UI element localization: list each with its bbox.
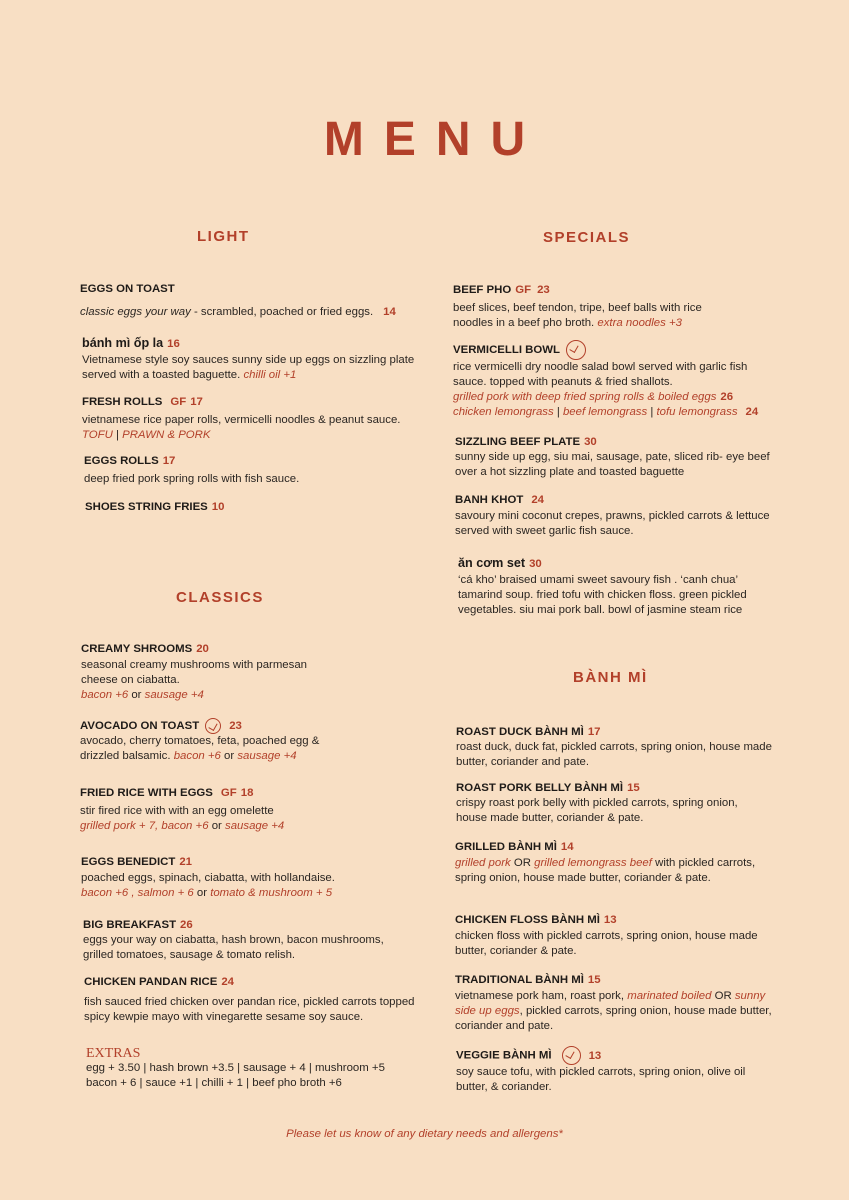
- gf-badge: GF: [170, 396, 187, 408]
- item-name: AVOCADO ON TOAST: [80, 720, 200, 733]
- item-roast-duck: [456, 725, 786, 770]
- item-chicken-floss: [455, 913, 765, 959]
- item-options: grilled pork + 7, bacon +6 or sausage +4: [80, 820, 285, 832]
- item-header: [80, 718, 350, 734]
- item-desc: savoury mini coconut crepes, prawns, pickled carrots & lettuce served with sweet garlic fish sauce.: [455, 510, 770, 537]
- item-price: 10: [211, 501, 225, 513]
- extras: [86, 1046, 446, 1091]
- item-eggs-on-toast: [80, 282, 440, 320]
- item-header: [455, 493, 775, 508]
- gf-badge: GF: [515, 284, 532, 296]
- item-desc: soy sauce tofu, with pickled carrots, spring onion, olive oil butter, & coriander.: [456, 1066, 746, 1093]
- item-fried-rice: [80, 786, 380, 834]
- item-desc: vietnamese pork ham, roast pork, marinated boiled OR sunny side up eggs, pickled carrots, spring onion, house made butter, coriander and pate.: [455, 990, 772, 1032]
- item-price: 14: [560, 841, 574, 853]
- item-header: [82, 395, 437, 410]
- item-desc: eggs your way on ciabatta, hash brown, bacon mushrooms, grilled tomatoes, sausage & tomato relish.: [83, 934, 384, 961]
- item-desc: beef slices, beef tendon, tripe, beef balls with rice noodles in a beef pho broth. extra noodles +3: [453, 302, 702, 329]
- item-header: [455, 435, 795, 450]
- item-price: 17: [190, 396, 203, 408]
- item-banh-mi-op-la: [82, 336, 432, 383]
- item-desc: Vietnamese style soy sauces sunny side up eggs on sizzling plate served with a toasted baguette. chilli oil +1: [82, 354, 415, 381]
- item-avocado-on-toast: [80, 718, 350, 764]
- item-name: BEEF PHO: [453, 284, 512, 296]
- item-eggs-rolls: [84, 454, 434, 487]
- item-name: VEGGIE BÀNH MÌ: [456, 1049, 552, 1062]
- item-header: [453, 340, 793, 360]
- item-option-line: grilled pork with deep fried spring rolls & boiled eggs 26: [453, 391, 734, 403]
- item-price: 30: [529, 558, 542, 570]
- item-name: ROAST PORK BELLY BÀNH MÌ: [456, 782, 624, 794]
- item-price: 24: [221, 976, 234, 988]
- item-header: [81, 642, 343, 657]
- item-desc: seasonal creamy mushrooms with parmesan cheese on ciabatta.: [81, 659, 308, 686]
- item-name: CHICKEN FLOSS BÀNH MÌ: [455, 914, 600, 926]
- extras-line: bacon + 6 | sauce +1 | chilli + 1 | beef pho broth +6: [86, 1077, 342, 1089]
- section-light: LIGHT: [197, 228, 250, 245]
- item-options: TOFU | PRAWN & PORK: [82, 429, 211, 441]
- vegan-leaf-icon: [566, 340, 586, 360]
- item-name: ăn cơm set: [458, 556, 526, 570]
- item-header: [80, 786, 380, 801]
- item-header: [84, 975, 434, 990]
- item-pork-belly: [456, 781, 756, 826]
- item-header: [456, 725, 786, 740]
- item-fries: [85, 500, 435, 515]
- item-header: [84, 454, 434, 469]
- item-price: 13: [588, 1049, 602, 1062]
- item-an-com-set: [458, 556, 778, 618]
- extras-line: egg + 3.50 | hash brown +3.5 | sausage + 4 | mushroom +5: [86, 1062, 385, 1074]
- item-grilled-banh-mi: [455, 840, 765, 886]
- item-desc: ‘cá kho’ braised umami sweet savoury fish . ‘canh chua’ tamarind soup. fried tofu with chicken floss. green pickled vegetables. siu mai pork ball. bowl of jasmine steam rice: [458, 574, 747, 616]
- section-specials: SPECIALS: [543, 229, 631, 246]
- item-desc: roast duck, duck fat, pickled carrots, spring onion, house made butter, coriander and pate.: [456, 741, 772, 768]
- item-price: 26: [180, 919, 193, 931]
- item-creamy-shrooms: [81, 642, 343, 703]
- item-traditional: [455, 973, 773, 1034]
- item-name: BIG BREAKFAST: [83, 919, 177, 931]
- item-fresh-rolls: [82, 395, 437, 443]
- item-vermicelli-bowl: [453, 340, 793, 420]
- item-name: TRADITIONAL BÀNH MÌ: [455, 974, 584, 986]
- item-option-line: chicken lemongrass | beef lemongrass | tofu lemongrass 24: [453, 406, 759, 418]
- item-price: 23: [229, 720, 242, 733]
- item-header: [453, 283, 783, 298]
- item-name: EGGS ON TOAST: [80, 283, 175, 295]
- item-name: SIZZLING BEEF PLATE: [455, 436, 581, 448]
- item-desc: crispy roast pork belly with pickled carrots, spring onion, house made butter, coriander & pate.: [456, 797, 738, 824]
- item-name: FRESH ROLLS: [82, 396, 163, 408]
- item-name: CHICKEN PANDAN RICE: [84, 976, 218, 988]
- item-desc: poached eggs, spinach, ciabatta, with hollandaise.: [81, 872, 335, 884]
- item-name: EGGS ROLLS: [84, 455, 159, 467]
- item-name: ROAST DUCK BÀNH MÌ: [456, 726, 584, 738]
- item-options: bacon +6 or sausage +4: [81, 689, 204, 701]
- item-desc: vietnamese rice paper rolls, vermicelli noodles & peanut sauce.: [82, 414, 401, 426]
- item-big-breakfast: [83, 918, 393, 963]
- item-beef-pho: [453, 283, 783, 331]
- item-desc: fish sauced fried chicken over pandan rice, pickled carrots topped spicy kewpie mayo with vinegarette sesame soy sauce.: [84, 996, 415, 1023]
- item-name: bánh mì ốp la: [82, 336, 164, 350]
- item-header: [456, 781, 756, 796]
- item-price: 13: [603, 914, 617, 926]
- section-classics: CLASSICS: [176, 589, 264, 606]
- item-header: [81, 855, 381, 870]
- section-banh-mi: BÀNH MÌ: [573, 669, 648, 686]
- item-chicken-pandan: [84, 975, 434, 1025]
- item-name: SHOES STRING FRIES: [85, 501, 208, 513]
- item-eggs-benedict: [81, 855, 381, 901]
- item-name: GRILLED BÀNH MÌ: [455, 841, 557, 853]
- item-desc: sunny side up egg, siu mai, sausage, pate, sliced rib- eye beef over a hot sizzling plate and toasted baguette: [455, 451, 770, 478]
- item-name: BANH KHOT: [455, 494, 524, 506]
- item-desc: stir fired rice with with an egg omelette: [80, 805, 274, 817]
- item-name: FRIED RICE WITH EGGS: [80, 787, 213, 799]
- allergen-note: Please let us know of any dietary needs and allergens*: [286, 1128, 563, 1140]
- item-price: 17: [587, 726, 601, 738]
- item-price: 18: [240, 787, 254, 799]
- item-price: 16: [167, 338, 180, 350]
- item-options: bacon +6 , salmon + 6 or tomato & mushroom + 5: [81, 887, 333, 899]
- item-price: 20: [196, 643, 209, 655]
- item-veggie-banh-mi: [456, 1046, 771, 1095]
- item-price: 21: [179, 856, 192, 868]
- item-sizzling-beef: [455, 435, 795, 480]
- vegan-leaf-icon: [562, 1046, 581, 1065]
- item-price: 15: [627, 782, 640, 794]
- item-price: 30: [584, 436, 597, 448]
- item-header: [455, 840, 765, 855]
- item-banh-khot: [455, 493, 775, 539]
- item-price: 24: [531, 494, 545, 506]
- item-desc: deep fried pork spring rolls with fish sauce.: [84, 473, 300, 485]
- item-desc: classic eggs your way - scrambled, poached or fried eggs. 14: [80, 306, 396, 318]
- item-name: CREAMY SHROOMS: [81, 643, 193, 655]
- item-desc: avocado, cherry tomatoes, feta, poached egg & drizzled balsamic. bacon +6 or sausage +4: [80, 735, 320, 763]
- item-price: 15: [587, 974, 601, 986]
- extras-heading: EXTRAS: [86, 1046, 141, 1061]
- item-header: [458, 556, 778, 572]
- vegan-leaf-icon: [205, 718, 221, 734]
- item-price: 17: [162, 455, 176, 467]
- item-price: 14: [383, 306, 396, 318]
- item-header: [82, 336, 432, 352]
- item-header: [455, 913, 765, 928]
- item-desc: chicken floss with pickled carrots, spring onion, house made butter, coriander & pate.: [455, 930, 758, 957]
- item-desc: rice vermicelli dry noodle salad bowl served with garlic fish sauce. topped with peanuts & fried shallots.: [453, 361, 748, 388]
- gf-badge: GF: [220, 787, 237, 799]
- item-price: 23: [537, 284, 550, 296]
- item-header: [456, 1046, 771, 1065]
- item-header: [455, 973, 773, 988]
- item-name: EGGS BENEDICT: [81, 856, 176, 868]
- item-name: VERMICELLI BOWL: [453, 344, 560, 357]
- menu-title: MENU: [323, 113, 546, 166]
- item-header: [83, 918, 393, 933]
- item-desc: grilled pork OR grilled lemongrass beef with pickled carrots, spring onion, house made butter, coriander & pate.: [455, 857, 756, 884]
